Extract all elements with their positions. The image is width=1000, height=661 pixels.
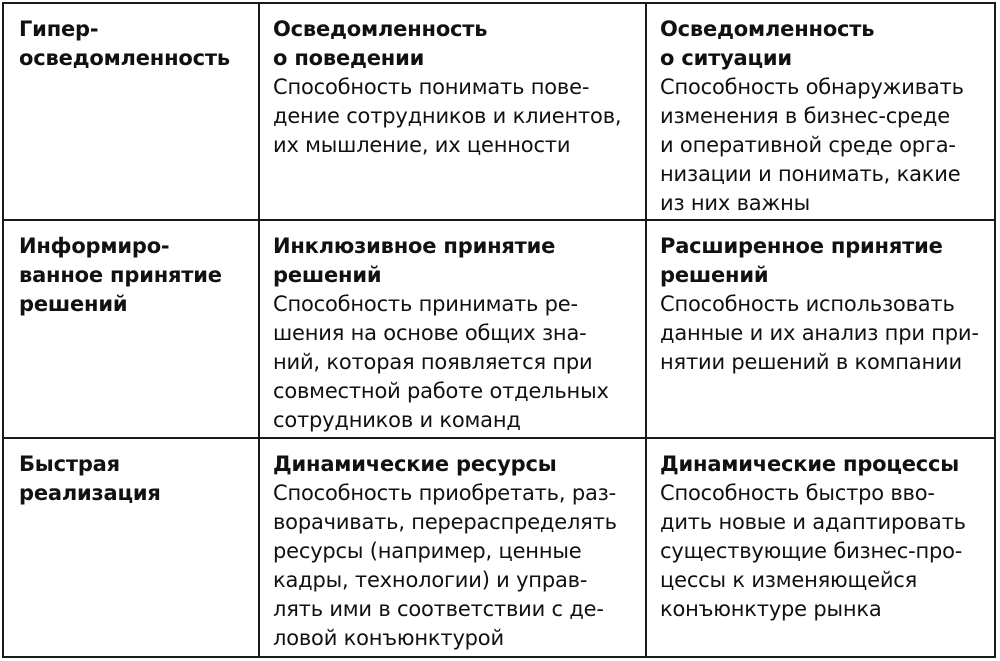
row-header: Информиро- ванное принятие решений — [19, 234, 222, 316]
cell-title: Расширенное принятие решений — [660, 234, 943, 287]
table-cell — [647, 439, 994, 656]
cell-description: Способность обнаруживать изменения в бизнес-среде и оперативной среде орга- низации и понимать, какие из них важны — [660, 75, 964, 215]
cell-description: Способность приобретать, раз- ворачивать, перераспределять ресурсы (например, ценные кадры, технологии) и управ- лять ими в соответствии с де- ловой конъюнктурой — [273, 481, 617, 650]
cell-description: Способность использовать данные и их анализ при при- нятии решений в компании — [660, 292, 979, 374]
table-cell — [260, 221, 647, 439]
cell-title: Динамические процессы — [660, 452, 960, 476]
cell-title: Инклюзивное принятие решений — [273, 234, 556, 287]
row-header-cell — [4, 221, 260, 439]
cell-description: Способность понимать пове- дение сотрудников и клиентов, их мышление, их ценности — [273, 75, 622, 157]
capabilities-table — [2, 2, 996, 658]
cell-title: Осведомленность о поведении — [273, 17, 488, 70]
row-header: Гипер- осведомленность — [19, 17, 230, 70]
table-cell — [260, 439, 647, 656]
cell-description: Способность быстро вво- дить новые и адаптировать существующие бизнес-про- цессы к изменяющейся конъюнктуре рынка — [660, 481, 966, 621]
table-cell — [647, 4, 994, 221]
table-cell — [260, 4, 647, 221]
row-header-cell — [4, 439, 260, 656]
table-cell — [647, 221, 994, 439]
cell-title: Динамические ресурсы — [273, 452, 557, 476]
row-header: Быстрая реализация — [19, 452, 161, 505]
row-header-cell — [4, 4, 260, 221]
cell-description: Способность принимать ре- шения на основе общих зна- ний, которая появляется при совместной работе отдельных сотрудников и команд — [273, 292, 609, 432]
cell-title: Осведомленность о ситуации — [660, 17, 875, 70]
